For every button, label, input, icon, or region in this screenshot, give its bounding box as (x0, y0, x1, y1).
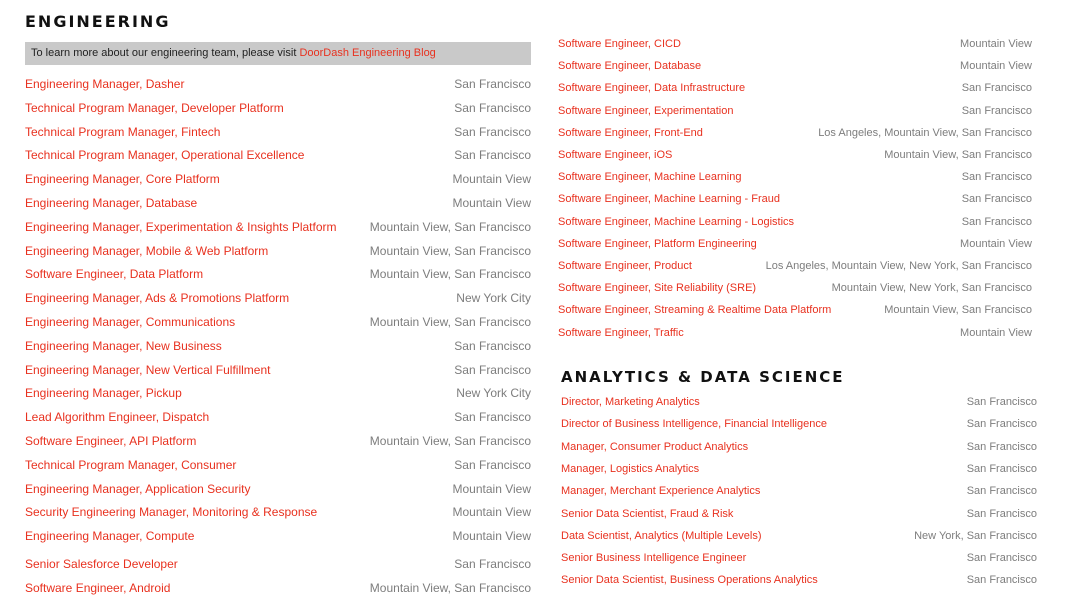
job-location: Mountain View (452, 505, 531, 519)
job-location: San Francisco (454, 125, 531, 139)
job-title-link[interactable]: Software Engineer, Platform Engineering (558, 238, 757, 250)
engineering-blog-link[interactable]: DoorDash Engineering Blog (299, 47, 436, 59)
job-title-link[interactable]: Software Engineer, Android (25, 581, 171, 595)
job-row (25, 454, 531, 476)
job-location: Mountain View, San Francisco (369, 581, 531, 595)
job-location: Mountain View, San Francisco (369, 267, 531, 281)
job-location: New York City (456, 291, 531, 305)
job-title-link[interactable]: Software Engineer, Streaming & Realtime Data Platform (558, 304, 832, 316)
job-title-link[interactable]: Engineering Manager, Dasher (25, 77, 185, 91)
job-title-link[interactable]: Manager, Merchant Experience Analytics (561, 485, 761, 497)
job-title-link[interactable]: Engineering Manager, Communications (25, 315, 236, 329)
job-title-link[interactable]: Security Engineering Manager, Monitoring & Response (25, 505, 318, 519)
job-title-link[interactable]: Engineering Manager, Compute (25, 529, 195, 543)
job-row (558, 277, 1032, 299)
job-row (25, 577, 531, 599)
job-title-link[interactable]: Engineering Manager, Pickup (25, 386, 182, 400)
job-row (558, 299, 1032, 321)
job-title-link[interactable]: Engineering Manager, Core Platform (25, 172, 220, 186)
job-title-link[interactable]: Software Engineer, iOS (558, 149, 673, 161)
job-location: Mountain View (452, 529, 531, 543)
job-row (25, 430, 531, 452)
job-title-link[interactable]: Software Engineer, Machine Learning (558, 171, 742, 183)
job-location: Mountain View, San Francisco (884, 149, 1032, 161)
job-title-link[interactable]: Software Engineer, Data Infrastructure (558, 82, 746, 94)
job-location: New York City (456, 386, 531, 400)
job-title-link[interactable]: Software Engineer, Site Reliability (SRE) (558, 282, 757, 294)
job-row (558, 188, 1032, 210)
job-title-link[interactable]: Senior Data Scientist, Business Operations Analytics (561, 574, 818, 586)
job-location: San Francisco (961, 105, 1032, 117)
job-row (561, 458, 1037, 480)
job-title-link[interactable]: Technical Program Manager, Operational Excellence (25, 148, 305, 162)
job-title-link[interactable]: Software Engineer, API Platform (25, 434, 197, 448)
job-title-link[interactable]: Software Engineer, Data Platform (25, 267, 204, 281)
job-title-link[interactable]: Senior Business Intelligence Engineer (561, 552, 747, 564)
job-row (25, 192, 531, 214)
job-row (558, 233, 1032, 255)
job-row (558, 33, 1032, 55)
job-row (558, 100, 1032, 122)
job-location: Mountain View, San Francisco (884, 304, 1032, 316)
job-row (25, 501, 531, 523)
job-title-link[interactable]: Software Engineer, Traffic (558, 327, 684, 339)
job-title-link[interactable]: Engineering Manager, Database (25, 196, 198, 210)
job-title-link[interactable]: Manager, Consumer Product Analytics (561, 441, 749, 453)
job-row (25, 382, 531, 404)
job-row (25, 263, 531, 285)
job-row (561, 391, 1037, 413)
job-row (25, 121, 531, 143)
job-location: Mountain View (960, 38, 1032, 50)
job-row (25, 144, 531, 166)
job-location: Mountain View (452, 482, 531, 496)
job-location: San Francisco (454, 77, 531, 91)
job-title-link[interactable]: Engineering Manager, New Business (25, 339, 222, 353)
job-row (558, 166, 1032, 188)
job-location: San Francisco (966, 463, 1037, 475)
job-row (561, 436, 1037, 458)
job-row (25, 287, 531, 309)
job-location: Mountain View, San Francisco (369, 315, 531, 329)
job-location: Mountain View (452, 196, 531, 210)
job-row (558, 77, 1032, 99)
job-row (25, 311, 531, 333)
job-title-link[interactable]: Director of Business Intelligence, Financial Intelligence (561, 418, 827, 430)
job-row (558, 144, 1032, 166)
job-title-link[interactable]: Software Engineer, Database (558, 60, 702, 72)
job-location: San Francisco (454, 458, 531, 472)
job-row (25, 553, 531, 575)
engineering-heading: ENGINEERING (25, 12, 171, 31)
job-title-link[interactable]: Technical Program Manager, Developer Platform (25, 101, 284, 115)
job-row (558, 322, 1032, 344)
job-location: San Francisco (961, 82, 1032, 94)
job-location: San Francisco (961, 193, 1032, 205)
job-title-link[interactable]: Engineering Manager, Ads & Promotions Platform (25, 291, 290, 305)
job-location: Mountain View, San Francisco (369, 220, 531, 234)
job-title-link[interactable]: Engineering Manager, Experimentation & Insights Platform (25, 220, 337, 234)
job-location: Mountain View (960, 238, 1032, 250)
job-location: San Francisco (454, 410, 531, 424)
job-title-link[interactable]: Engineering Manager, Application Security (25, 482, 251, 496)
job-location: Mountain View, New York, San Francisco (831, 282, 1032, 294)
job-location: Los Angeles, Mountain View, San Francisco (818, 127, 1032, 139)
job-location: San Francisco (454, 101, 531, 115)
job-row (25, 478, 531, 500)
job-title-link[interactable]: Technical Program Manager, Consumer (25, 458, 237, 472)
job-row (558, 255, 1032, 277)
job-row (25, 168, 531, 190)
job-row (25, 73, 531, 95)
job-title-link[interactable]: Manager, Logistics Analytics (561, 463, 700, 475)
job-title-link[interactable]: Software Engineer, Front-End (558, 127, 703, 139)
job-location: Mountain View, San Francisco (369, 244, 531, 258)
job-title-link[interactable]: Lead Algorithm Engineer, Dispatch (25, 410, 210, 424)
job-location: San Francisco (454, 339, 531, 353)
job-row (558, 55, 1032, 77)
job-row (25, 240, 531, 262)
job-row (561, 525, 1037, 547)
job-title-link[interactable]: Senior Data Scientist, Fraud & Risk (561, 508, 734, 520)
job-location: San Francisco (966, 508, 1037, 520)
job-title-link[interactable]: Software Engineer, Machine Learning - Logistics (558, 216, 795, 228)
job-location: San Francisco (966, 418, 1037, 430)
job-location: San Francisco (966, 485, 1037, 497)
analytics-heading: ANALYTICS & DATA SCIENCE (561, 368, 845, 386)
job-row (558, 211, 1032, 233)
job-title-link[interactable]: Senior Salesforce Developer (25, 557, 178, 571)
job-location: San Francisco (966, 396, 1037, 408)
job-title-link[interactable]: Software Engineer, Machine Learning - Fraud (558, 193, 780, 205)
job-row (25, 359, 531, 381)
job-row (25, 216, 531, 238)
job-location: San Francisco (454, 148, 531, 162)
job-row (25, 335, 531, 357)
job-location: San Francisco (966, 552, 1037, 564)
job-row (561, 480, 1037, 502)
job-location: San Francisco (966, 574, 1037, 586)
job-location: San Francisco (454, 363, 531, 377)
job-row (561, 413, 1037, 435)
notice-text: To learn more about our engineering team, please visit (31, 47, 300, 59)
job-location: Los Angeles, Mountain View, New York, San Francisco (765, 260, 1032, 272)
job-location: Mountain View (960, 327, 1032, 339)
job-location: San Francisco (961, 171, 1032, 183)
job-location: San Francisco (961, 216, 1032, 228)
job-title-link[interactable]: Software Engineer, Experimentation (558, 105, 734, 117)
job-row (25, 406, 531, 428)
job-location: San Francisco (966, 441, 1037, 453)
job-row (25, 97, 531, 119)
job-row (561, 569, 1037, 591)
job-title-link[interactable]: Engineering Manager, New Vertical Fulfillment (25, 363, 271, 377)
job-title-link[interactable]: Data Scientist, Analytics (Multiple Levels) (561, 530, 762, 542)
job-location: Mountain View (452, 172, 531, 186)
engineering-blog-notice (25, 42, 531, 65)
job-row (561, 547, 1037, 569)
job-title-link[interactable]: Director, Marketing Analytics (561, 396, 700, 408)
job-location: San Francisco (454, 557, 531, 571)
job-location: Mountain View, San Francisco (369, 434, 531, 448)
job-title-link[interactable]: Engineering Manager, Mobile & Web Platform (25, 244, 269, 258)
job-title-link[interactable]: Software Engineer, Product (558, 260, 692, 272)
job-row (561, 503, 1037, 525)
job-row (558, 122, 1032, 144)
job-location: Mountain View (960, 60, 1032, 72)
job-title-link[interactable]: Technical Program Manager, Fintech (25, 125, 221, 139)
job-title-link[interactable]: Software Engineer, CICD (558, 38, 681, 50)
job-location: New York, San Francisco (914, 530, 1037, 542)
job-row (25, 525, 531, 547)
